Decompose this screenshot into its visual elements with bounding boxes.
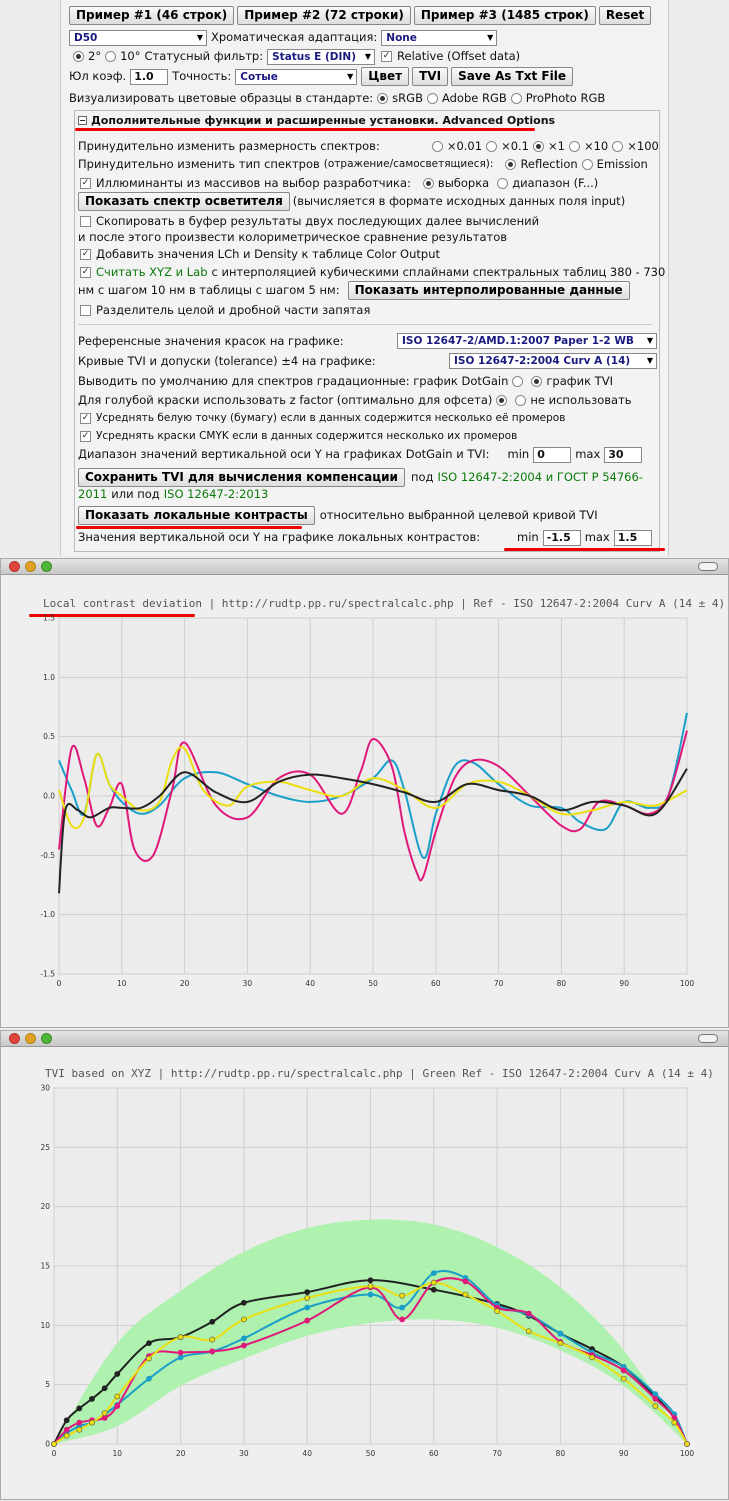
illuminant-row: [69, 29, 501, 46]
data-point-yellow: [653, 1403, 658, 1408]
data-point-cyan: [431, 1271, 436, 1276]
data-point-yellow: [77, 1427, 82, 1432]
data-point-cyan: [558, 1331, 563, 1336]
divider: [78, 324, 652, 325]
illum-sample-radio[interactable]: [423, 178, 434, 189]
observer-10-label: 10°: [120, 49, 141, 63]
data-point-yellow: [621, 1376, 626, 1381]
scale-01-radio[interactable]: [486, 141, 497, 152]
data-point-magenta: [115, 1403, 120, 1408]
y-tick-label: 1.0: [43, 672, 55, 682]
type-label: Принудительно изменить тип спектров: [78, 157, 320, 171]
save-tvi-link-3[interactable]: ISO 12647-2:2013: [163, 487, 269, 501]
scale-10-label: ×10: [583, 139, 609, 153]
status-filter-label: Статусный фильтр:: [144, 49, 264, 63]
illum-spectrum-hint: (вычисляется в формате исходных данных поля input): [292, 194, 626, 208]
data-point-yellow: [672, 1420, 677, 1425]
y-tick-label: 20: [40, 1202, 50, 1212]
viz-srgb-label: sRGB: [392, 91, 423, 105]
cyan-row: [78, 392, 632, 409]
lch-checkbox[interactable]: ✓: [81, 249, 90, 259]
local-min-input[interactable]: -1.5: [543, 530, 581, 546]
highlight-underline: [75, 128, 535, 131]
viz-adobe-label: Adobe RGB: [441, 91, 507, 105]
range-row: [78, 446, 646, 463]
ref-label: Референсные значения красок на графике:: [78, 334, 344, 348]
x-tick-label: 50: [365, 1449, 376, 1458]
data-point-yellow: [178, 1335, 183, 1340]
data-point-magenta: [621, 1368, 626, 1373]
viz-prophoto-radio[interactable]: [511, 93, 522, 104]
data-point-magenta: [653, 1396, 658, 1401]
chroma-select[interactable]: None ▼: [381, 30, 497, 46]
cyan-no-label: не использовать: [530, 393, 632, 407]
chart-title: TVI based on XYZ | http://rudtp.pp.ru/spectralcalc.php | Green Ref - ISO 12647-2:2004 Curv A (14 ± 4): [45, 1067, 714, 1080]
range-min-input[interactable]: 0: [533, 447, 571, 463]
x-tick-label: 40: [302, 1449, 312, 1458]
scale-001-label: ×0.01: [446, 139, 483, 153]
save-txt-button[interactable]: Save As Txt File: [451, 67, 573, 86]
data-point-yellow: [558, 1341, 563, 1346]
save-tvi-link-1[interactable]: ISO 12647-2:2004 и ГОСТ Р 54766-: [437, 470, 643, 484]
decimal-checkbox[interactable]: [80, 305, 91, 316]
data-point-cyan: [368, 1292, 373, 1297]
data-point-magenta: [178, 1350, 183, 1355]
y-tick-label: 30: [40, 1083, 50, 1093]
reset-button[interactable]: Reset: [599, 6, 651, 25]
save-tvi-row-2: [78, 486, 268, 503]
illum-array-label: Иллюминанты из массивов на выбор разработчика:: [96, 176, 411, 190]
xyz-checkbox[interactable]: ✓: [81, 267, 90, 277]
default-dotgain-radio[interactable]: [512, 376, 523, 387]
collapse-icon[interactable]: −: [79, 116, 86, 125]
y-tick-label: 1.5: [43, 613, 55, 623]
close-icon[interactable]: [9, 561, 20, 572]
data-point-magenta: [400, 1317, 405, 1322]
tvi-window: [0, 1030, 729, 1500]
yul-input[interactable]: 1.0: [130, 69, 168, 85]
y-tick-label: 25: [40, 1142, 50, 1152]
data-point-black: [115, 1371, 120, 1376]
data-point-black: [305, 1290, 310, 1295]
xyz-row-2: [78, 281, 633, 300]
data-point-black: [102, 1386, 107, 1391]
viz-prophoto-label: ProPhoto RGB: [525, 91, 606, 105]
settings-form: [60, 0, 669, 556]
x-tick-label: 100: [679, 979, 695, 988]
illum-sample-label: выборка: [437, 176, 490, 190]
range-max-input[interactable]: 30: [604, 447, 642, 463]
range-min-label: min: [507, 447, 530, 461]
local-max-input[interactable]: 1.5: [614, 530, 652, 546]
type-hint: (отражение/самосветящиеся):: [323, 158, 494, 170]
data-point-magenta: [210, 1349, 215, 1354]
local-range-row: [517, 529, 656, 546]
color-button[interactable]: Цвет: [361, 67, 409, 86]
scale-100-label: ×100: [627, 139, 659, 153]
data-point-cyan: [146, 1376, 151, 1381]
x-tick-label: 20: [175, 1449, 186, 1458]
window-titlebar[interactable]: [1, 559, 728, 575]
x-tick-label: 70: [492, 1449, 502, 1458]
local-max-label: max: [584, 530, 610, 544]
observer-2-label: 2°: [88, 49, 102, 63]
cyan-zfactor-radio[interactable]: [496, 395, 507, 406]
x-tick-label: 50: [368, 979, 378, 988]
tvi-chart: [1, 1047, 729, 1501]
local-contrast-window: [0, 558, 729, 1028]
local-axis-label: Значения вертикальной оси Y на графике локальных контрастов:: [78, 530, 481, 544]
data-point-yellow: [115, 1394, 120, 1399]
zoom-icon[interactable]: [41, 561, 52, 572]
clipboard-line1: Скопировать в буфер результаты двух последующих далее вычислений: [96, 214, 540, 228]
y-tick-label: -0.5: [40, 850, 55, 860]
avg-cmyk-checkbox[interactable]: ✓: [81, 431, 90, 441]
data-point-yellow: [463, 1292, 468, 1297]
x-tick-label: 10: [112, 1449, 123, 1458]
data-point-cyan: [400, 1305, 405, 1310]
x-tick-label: 20: [179, 979, 190, 988]
x-tick-label: 80: [555, 1449, 566, 1458]
viz-label: Визуализировать цветовые образцы в стандарте:: [69, 91, 374, 105]
precision-select[interactable]: Сотые ▼: [235, 69, 357, 85]
data-point-yellow: [431, 1280, 436, 1285]
curves-label: Кривые TVI и допуски (tolerance) ±4 на графике:: [78, 354, 376, 368]
window-titlebar[interactable]: [1, 1031, 728, 1047]
illuminant-select[interactable]: D50 ▼: [69, 30, 207, 46]
avg-cmyk-label: Усреднять краски CMYK если в данных содержится несколько их промеров: [96, 430, 518, 442]
save-tvi-row: [78, 468, 643, 487]
examples-row: [69, 6, 654, 25]
y-tick-label: 0: [45, 1439, 50, 1449]
x-tick-label: 60: [429, 1449, 439, 1458]
save-tvi-link-2[interactable]: 2011: [78, 487, 108, 501]
range-label: Диапазон значений вертикальной оси Y на графиках DotGain и TVI:: [78, 447, 490, 461]
scale-row: [78, 138, 659, 155]
y-tick-label: 5: [45, 1380, 50, 1390]
scale-1-radio[interactable]: [533, 141, 544, 152]
zoom-icon[interactable]: [41, 1033, 52, 1044]
tvi-button[interactable]: TVI: [412, 67, 448, 86]
data-point-yellow: [102, 1411, 107, 1416]
decimal-label: Разделитель целой и дробной части запятая: [96, 303, 371, 317]
y-tick-label: -1.0: [40, 910, 55, 920]
x-tick-label: 100: [679, 1449, 695, 1458]
data-point-cyan: [305, 1305, 310, 1310]
data-point-black: [241, 1300, 246, 1305]
x-tick-label: 40: [305, 979, 315, 988]
y-tick-label: 10: [40, 1320, 50, 1330]
curves-row: [78, 353, 376, 370]
x-tick-label: 30: [239, 1449, 249, 1458]
ref-select[interactable]: ISO 12647-2/AMD.1:2007 Paper 1-2 WB ▼: [397, 333, 657, 349]
observer-10-radio[interactable]: [105, 51, 116, 62]
minimize-icon[interactable]: [25, 561, 36, 572]
data-point-black: [77, 1406, 82, 1411]
scale-1-label: ×1: [548, 139, 565, 153]
illum-spectrum-button[interactable]: Показать спектр осветителя: [78, 192, 290, 211]
example-1-button[interactable]: Пример #1 (46 строк): [69, 6, 234, 25]
toolbar-toggle-icon[interactable]: [698, 562, 718, 571]
scale-001-radio[interactable]: [432, 141, 443, 152]
observer-2-radio[interactable]: [73, 51, 84, 62]
data-point-black: [64, 1418, 69, 1423]
type-reflection-radio[interactable]: [505, 159, 516, 170]
type-emission-label: Emission: [596, 157, 648, 171]
relative-checkbox[interactable]: ✓: [382, 51, 391, 61]
illum-array-checkbox[interactable]: ✓: [81, 178, 90, 188]
local-min-label: min: [517, 530, 539, 544]
local-axis-row: [78, 529, 480, 546]
scale-100-radio[interactable]: [612, 141, 623, 152]
illum-range-radio[interactable]: [497, 178, 508, 189]
data-point-magenta: [64, 1427, 69, 1432]
data-point-yellow: [526, 1329, 531, 1334]
x-tick-label: 0: [51, 1449, 57, 1458]
x-tick-label: 30: [242, 979, 253, 988]
illum-spectrum-row: [78, 192, 625, 211]
y-tick-label: -1.5: [40, 969, 55, 979]
data-point-yellow: [51, 1441, 56, 1446]
avg-white-label: Усреднять белую точку (бумагу) если в данных содержится несколько её промеров: [96, 412, 566, 424]
local-contrast-chart: [1, 575, 729, 1029]
type-reflection-label: Reflection: [520, 157, 578, 171]
save-tvi-or: или под: [111, 487, 160, 501]
avg-white-row: [78, 410, 565, 427]
x-tick-label: 70: [493, 979, 504, 988]
data-point-magenta: [305, 1318, 310, 1323]
viz-srgb-radio[interactable]: [377, 93, 388, 104]
data-point-yellow: [589, 1355, 594, 1360]
data-point-magenta: [463, 1279, 468, 1284]
data-point-yellow: [89, 1420, 94, 1425]
clipboard-row-2: [78, 229, 507, 246]
data-point-yellow: [64, 1433, 69, 1438]
clipboard-line2: и после этого произвести колориметрическое сравнение результатов: [78, 230, 508, 244]
local-contrast-button[interactable]: Показать локальные контрасты: [78, 506, 315, 525]
xyz-row: [78, 264, 665, 281]
relative-label: Relative (Offset data): [397, 49, 521, 63]
clipboard-checkbox[interactable]: [80, 216, 91, 227]
data-point-cyan: [178, 1355, 183, 1360]
lch-label: Добавить значения LCh и Density к таблице Color Output: [96, 247, 440, 261]
y-tick-label: 0.0: [43, 791, 55, 801]
decimal-row: [78, 302, 370, 319]
scale-label: Принудительно изменить размерность спектров:: [78, 139, 380, 153]
cyan-no-radio[interactable]: [515, 395, 526, 406]
interp-button[interactable]: Показать интерполированные данные: [348, 281, 630, 300]
chart-title: Local contrast deviation | http://rudtp.pp.ru/spectralcalc.php | Ref - ISO 12647-2:2004 Curv A (14 ± 4): [43, 597, 726, 610]
data-point-yellow: [684, 1441, 689, 1446]
y-tick-label: 0.5: [43, 732, 55, 742]
x-tick-label: 60: [431, 979, 441, 988]
default-row: [78, 373, 613, 390]
illuminant-array-row: [78, 175, 598, 192]
data-point-magenta: [77, 1420, 82, 1425]
data-point-yellow: [495, 1308, 500, 1313]
data-point-yellow: [305, 1295, 310, 1300]
viz-adobe-radio[interactable]: [427, 93, 438, 104]
default-label: Выводить по умолчанию для спектров градационные: график DotGain: [78, 374, 509, 388]
xyz-line2: нм с шагом 10 нм в таблицы с шагом 5 нм:: [78, 283, 340, 297]
data-point-yellow: [368, 1284, 373, 1289]
close-icon[interactable]: [9, 1033, 20, 1044]
xyz-label: с интерполяцией кубическими сплайнами спектральных таблиц 380 - 730: [211, 265, 666, 279]
default-tvi-label: график TVI: [546, 374, 613, 388]
avg-cmyk-row: [78, 428, 517, 445]
data-point-black: [146, 1341, 151, 1346]
status-filter-select[interactable]: Status E (DIN) ▼: [267, 49, 375, 65]
x-tick-label: 90: [618, 1449, 629, 1458]
toolbar-toggle-icon[interactable]: [698, 1034, 718, 1043]
x-tick-label: 0: [56, 979, 62, 988]
data-point-black: [368, 1278, 373, 1283]
local-hint: относительно выбранной целевой кривой TVI: [319, 508, 598, 522]
illum-range-label: диапазон (F...): [512, 176, 599, 190]
range-max-label: max: [575, 447, 601, 461]
data-point-cyan: [241, 1336, 246, 1341]
default-tvi-radio[interactable]: [531, 376, 542, 387]
data-point-yellow: [210, 1337, 215, 1342]
viz-row: [69, 90, 605, 107]
data-point-yellow: [241, 1317, 246, 1322]
cyan-label: Для голубой краски использовать z factor (оптимально для офсета): [78, 393, 493, 407]
type-row: [78, 156, 648, 173]
avg-white-checkbox[interactable]: ✓: [81, 413, 90, 423]
save-tvi-button[interactable]: Сохранить TVI для вычисления компенсации: [78, 468, 405, 487]
precision-label: Точность:: [172, 69, 232, 83]
xyz-green-label: Считать XYZ и Lab: [96, 265, 208, 279]
scale-01-label: ×0.1: [501, 139, 530, 153]
type-emission-radio[interactable]: [582, 159, 593, 170]
example-2-button[interactable]: Пример #2 (72 строки): [237, 6, 411, 25]
advanced-header[interactable]: [78, 112, 555, 129]
scale-10-radio[interactable]: [569, 141, 580, 152]
observer-row: [69, 48, 520, 65]
x-tick-label: 10: [117, 979, 127, 988]
data-point-yellow: [146, 1356, 151, 1361]
data-point-black: [210, 1319, 215, 1324]
data-point-magenta: [526, 1311, 531, 1316]
data-point-yellow: [400, 1293, 405, 1298]
example-3-button[interactable]: Пример #3 (1485 строк): [414, 6, 596, 25]
clipboard-row: [78, 213, 539, 230]
lch-row: [78, 246, 440, 263]
data-point-black: [431, 1287, 436, 1292]
minimize-icon[interactable]: [25, 1033, 36, 1044]
ref-row: [78, 333, 344, 350]
x-tick-label: 90: [619, 979, 629, 988]
save-tvi-pre: под: [410, 470, 434, 484]
chroma-label: Хроматическая адаптация:: [211, 30, 378, 44]
data-point-black: [89, 1396, 94, 1401]
y-tick-label: 15: [40, 1261, 50, 1271]
local-row: [78, 506, 598, 525]
data-point-magenta: [241, 1343, 246, 1348]
curves-select[interactable]: ISO 12647-2:2004 Curv A (14) ▼: [449, 353, 657, 369]
yul-label: Юл коэф.: [69, 69, 127, 83]
x-tick-label: 80: [556, 979, 567, 988]
highlight-underline-3: [504, 548, 665, 551]
options-row: [69, 67, 576, 86]
advanced-header-label: Дополнительные функции и расширенные установки. Advanced Options: [91, 114, 556, 127]
